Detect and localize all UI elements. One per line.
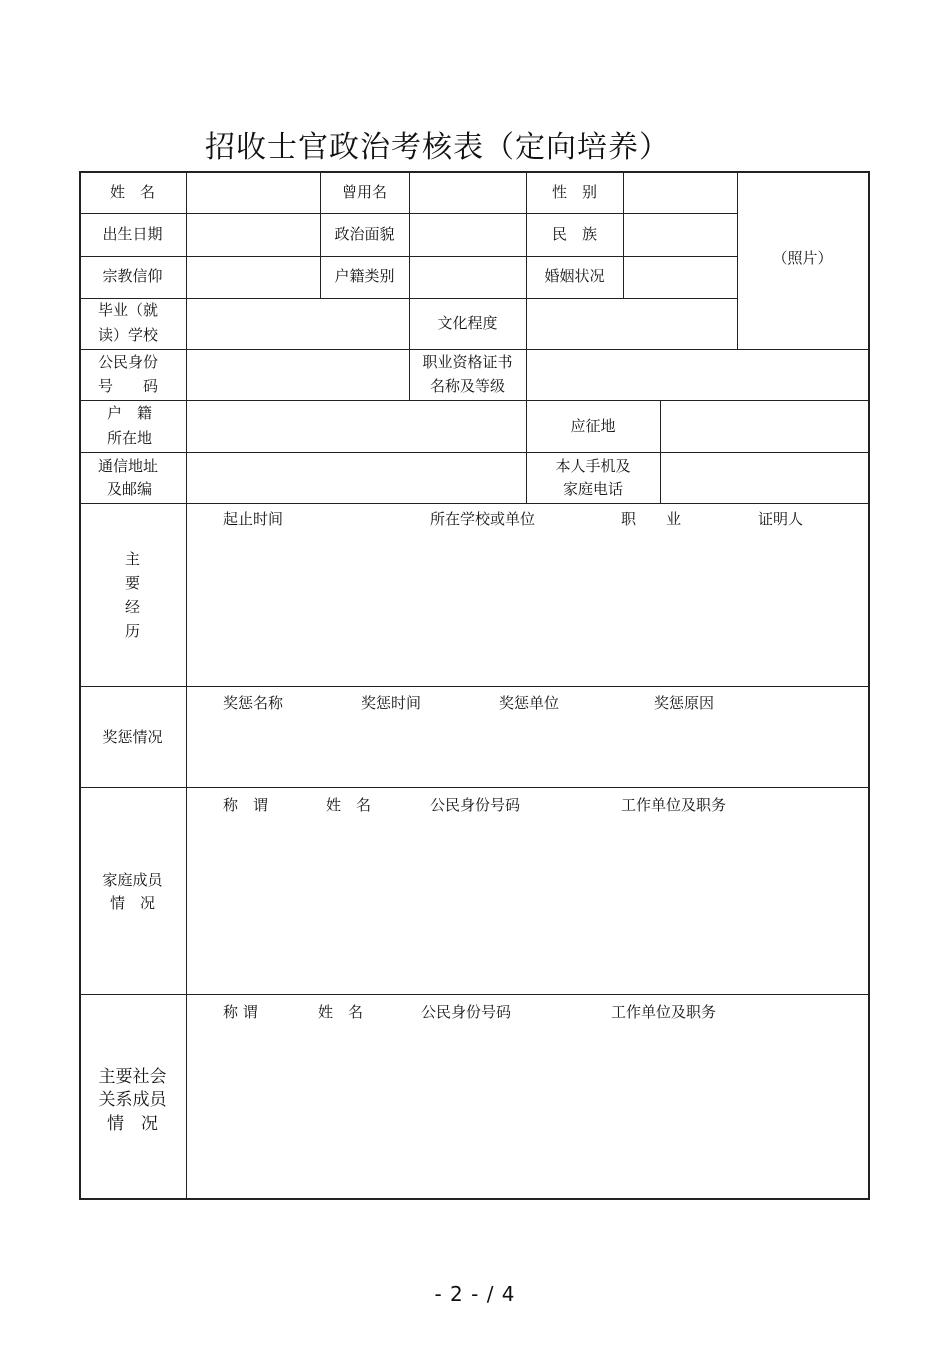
household-type-field[interactable] xyxy=(410,257,526,298)
social-col-name: 姓 名 xyxy=(318,1003,364,1021)
religion-field[interactable] xyxy=(187,257,320,298)
experience-label-char-2: 要 xyxy=(124,574,140,592)
phone-label-line1: 本人手机及 xyxy=(555,457,631,475)
page-number: - 2 - / 4 xyxy=(434,1282,516,1306)
photo-placeholder: （照片） xyxy=(772,249,833,267)
school-label-line2: 读）学校 xyxy=(98,326,159,344)
cert-label-line1: 职业资格证书 xyxy=(422,353,513,371)
experience-label-char-1: 主 xyxy=(124,550,140,568)
former-name-label: 曾用名 xyxy=(341,183,387,201)
marital-status-label: 婚姻状况 xyxy=(544,267,605,285)
social-entry-area[interactable] xyxy=(187,1023,868,1198)
awards-col-time: 奖惩时间 xyxy=(361,694,422,712)
experience-label-char-3: 经 xyxy=(124,598,140,616)
religion-label: 宗教信仰 xyxy=(102,267,163,285)
family-label-line1: 家庭成员 xyxy=(102,871,163,889)
social-col-work: 工作单位及职务 xyxy=(611,1003,717,1021)
id-label-line1: 公民身份 xyxy=(98,353,159,371)
family-entry-area[interactable] xyxy=(187,816,868,994)
awards-label: 奖惩情况 xyxy=(102,728,163,746)
form-title: 招收士官政治考核表（定向培养） xyxy=(205,130,670,165)
experience-entry-area[interactable] xyxy=(187,530,868,686)
experience-col-witness: 证明人 xyxy=(758,510,804,528)
gender-label: 性 别 xyxy=(551,183,597,201)
residence-label-line1: 户 籍 xyxy=(107,404,153,422)
school-label-line1: 毕业（就 xyxy=(98,301,159,319)
family-col-work: 工作单位及职务 xyxy=(621,796,727,814)
former-name-field[interactable] xyxy=(410,172,526,213)
social-label-line2: 关系成员 xyxy=(98,1090,167,1110)
ethnicity-label: 民 族 xyxy=(551,225,597,243)
experience-label-char-4: 历 xyxy=(124,622,140,640)
residence-field[interactable] xyxy=(187,401,526,452)
family-col-relation: 称 谓 xyxy=(223,796,269,814)
family-label-line2: 情 况 xyxy=(109,894,155,912)
school-field[interactable] xyxy=(187,299,409,349)
social-col-relation: 称 谓 xyxy=(223,1003,258,1021)
phone-label-line2: 家庭电话 xyxy=(562,480,623,498)
address-label-line2: 及邮编 xyxy=(107,480,153,498)
name-label: 姓 名 xyxy=(109,183,155,201)
experience-col-school: 所在学校或单位 xyxy=(430,510,536,528)
phone-field[interactable] xyxy=(661,453,868,503)
gender-field[interactable] xyxy=(624,172,737,213)
experience-col-period: 起止时间 xyxy=(223,510,284,528)
birth-date-label: 出生日期 xyxy=(102,225,163,243)
conscription-place-field[interactable] xyxy=(661,401,868,452)
awards-col-name: 奖惩名称 xyxy=(223,694,284,712)
cert-label-line2: 名称及等级 xyxy=(429,377,505,395)
awards-entry-area[interactable] xyxy=(187,714,868,787)
social-col-id: 公民身份号码 xyxy=(421,1003,512,1021)
address-field[interactable] xyxy=(187,453,526,503)
name-field[interactable] xyxy=(187,172,320,213)
social-label-line1: 主要社会 xyxy=(98,1067,167,1087)
address-label-line1: 通信地址 xyxy=(98,457,159,475)
social-label-line3: 情 况 xyxy=(107,1114,158,1134)
residence-label-line2: 所在地 xyxy=(107,429,153,447)
family-col-name: 姓 名 xyxy=(326,796,372,814)
household-type-label: 户籍类别 xyxy=(334,267,395,285)
education-label: 文化程度 xyxy=(437,314,498,332)
awards-col-unit: 奖惩单位 xyxy=(499,694,560,712)
family-col-id: 公民身份号码 xyxy=(430,796,521,814)
ethnicity-field[interactable] xyxy=(624,214,737,256)
experience-col-occupation: 职 业 xyxy=(621,510,682,528)
conscription-place-label: 应征地 xyxy=(570,417,616,435)
awards-col-reason: 奖惩原因 xyxy=(654,694,715,712)
education-field[interactable] xyxy=(527,299,737,349)
id-number-field[interactable] xyxy=(187,350,409,400)
marital-status-field[interactable] xyxy=(624,257,737,298)
political-status-label: 政治面貌 xyxy=(334,225,395,243)
political-status-field[interactable] xyxy=(410,214,526,256)
id-label-line2: 号 码 xyxy=(98,377,159,395)
cert-field[interactable] xyxy=(527,350,868,400)
birth-date-field[interactable] xyxy=(187,214,320,256)
